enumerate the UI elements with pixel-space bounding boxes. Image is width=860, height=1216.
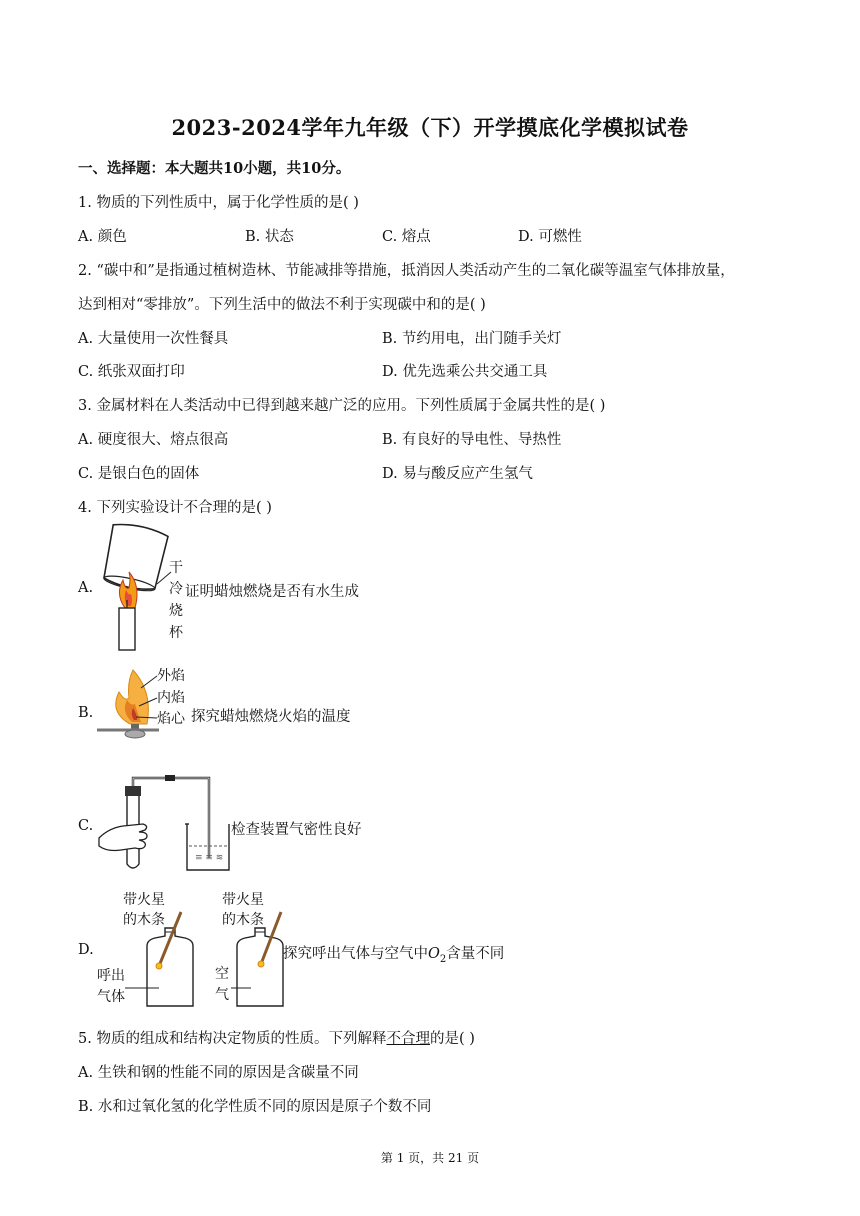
airtightness-check-figure xyxy=(95,772,235,874)
question-4-stem: 4. 下列实验设计不合理的是( ) xyxy=(78,500,272,516)
label-glowing-splint-1b: 的木条 xyxy=(123,912,165,928)
label-flame-core: 焰心 xyxy=(157,711,185,727)
question-3-option-d: D. 易与酸反应产生氢气 xyxy=(382,466,533,482)
label-leng: 冷 xyxy=(169,581,183,597)
question-3-option-a: A. 硬度很大、熔点很高 xyxy=(78,432,229,448)
q5-stem-underline: 不合理 xyxy=(386,1031,430,1047)
question-3-stem: 3. 金属材料在人类活动中已得到越来越广泛的应用。下列性质属于金属共性的是( ) xyxy=(78,398,606,414)
question-2-option-b: B. 节约用电，出门随手关灯 xyxy=(382,331,562,347)
exhaled-vs-air-oxygen-figure xyxy=(95,888,290,1010)
question-1-option-d: D. 可燃性 xyxy=(518,229,582,245)
label-shao: 烧 xyxy=(169,603,183,619)
question-2-option-d: D. 优先选乘公共交通工具 xyxy=(382,364,548,380)
question-4-option-d-caption xyxy=(283,942,504,965)
page-title: 2023-2024学年九年级（下）开学摸底化学模拟试卷 xyxy=(171,115,689,140)
question-1-option-a: A. 颜色 xyxy=(78,229,127,245)
question-4-option-a-letter: A. xyxy=(78,580,94,596)
question-4-option-c-caption: 检查装置气密性良好 xyxy=(231,822,362,838)
q5-stem-before: 5. 物质的组成和结构决定物质的性质。下列解释 xyxy=(78,1031,387,1047)
question-3-option-c: C. 是银白色的固体 xyxy=(78,466,200,482)
question-1-stem: 1. 物质的下列性质中，属于化学性质的是( ) xyxy=(78,195,359,211)
label-glowing-splint-2b: 的木条 xyxy=(222,912,264,928)
flame-layers-figure xyxy=(95,662,195,742)
question-2-stem-line1: 2. “碳中和”是指通过植树造林、节能减排等措施，抵消因人类活动产生的二氧化碳等温室气体排放量， xyxy=(78,263,735,279)
caption-formula: O xyxy=(428,946,440,962)
question-2-option-a: A. 大量使用一次性餐具 xyxy=(78,331,229,347)
label-air-a: 空 xyxy=(215,966,229,982)
label-bei: 杯 xyxy=(169,625,183,641)
question-1-option-c: C. 熔点 xyxy=(382,229,431,245)
question-1-option-b: B. 状态 xyxy=(245,229,294,245)
question-5-option-b: B. 水和过氧化氢的化学性质不同的原因是原子个数不同 xyxy=(78,1099,432,1115)
question-4-option-d-letter: D. xyxy=(78,942,94,958)
caption-subscript: 2 xyxy=(439,953,447,965)
caption-after: 含量不同 xyxy=(446,946,505,962)
question-4-option-a-caption: 证明蜡烛燃烧是否有水生成 xyxy=(185,584,359,600)
label-exhaled-a: 呼出 xyxy=(97,968,125,984)
caption-before: 探究呼出气体与空气中 xyxy=(283,946,428,962)
question-2-option-c: C. 纸张双面打印 xyxy=(78,364,185,380)
label-glowing-splint-1a: 带火星 xyxy=(123,892,165,908)
beaker-over-candle-figure xyxy=(95,522,190,652)
question-2-stem-line2: 达到相对“零排放”。下列生活中的做法不利于实现碳中和的是( ) xyxy=(78,297,486,313)
label-exhaled-b: 气体 xyxy=(97,989,125,1005)
label-gan: 干 xyxy=(169,560,183,576)
question-4-option-c-letter: C. xyxy=(78,818,94,834)
question-5-option-a: A. 生铁和钢的性能不同的原因是含碳量不同 xyxy=(78,1065,359,1081)
svg-text:≡ ≡ ≋: ≡ ≡ ≋ xyxy=(195,853,224,863)
label-glowing-splint-2a: 带火星 xyxy=(222,892,264,908)
question-3-option-b: B. 有良好的导电性、导热性 xyxy=(382,432,562,448)
question-4-option-b-caption: 探究蜡烛燃烧火焰的温度 xyxy=(191,709,351,725)
q5-stem-after: 的是( ) xyxy=(429,1031,475,1047)
section-heading: 一、选择题：本大题共10小题，共10分。 xyxy=(78,160,351,177)
label-outer-flame: 外焰 xyxy=(157,668,185,684)
label-air-b: 气 xyxy=(215,987,229,1003)
question-5-stem xyxy=(78,1027,475,1048)
page-footer: 第 1 页，共 21 页 xyxy=(380,1151,480,1165)
question-4-option-b-letter: B. xyxy=(78,705,94,721)
label-inner-flame: 内焰 xyxy=(157,690,185,706)
